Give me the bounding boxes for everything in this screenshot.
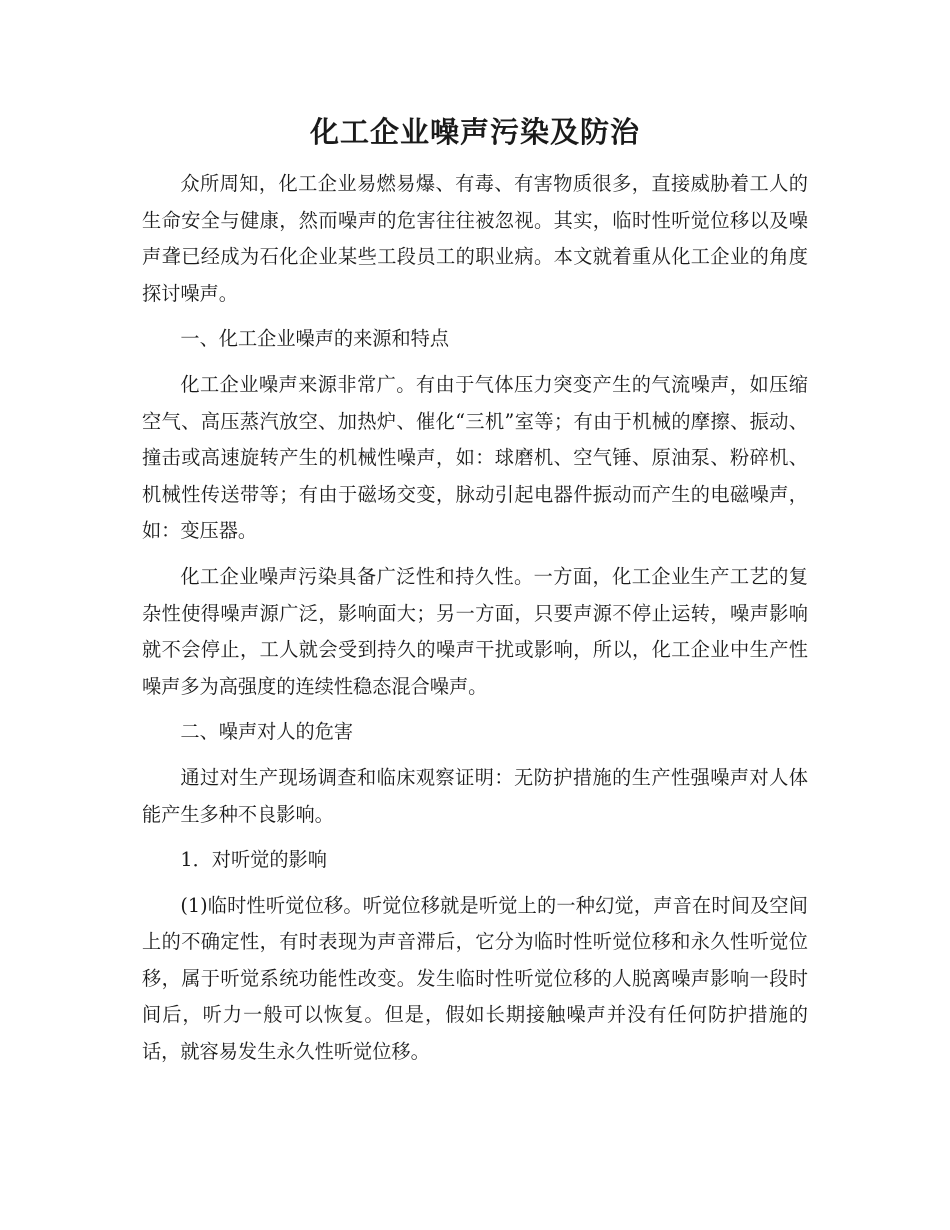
document-body	[142, 166, 808, 1071]
section-heading-hazards: 二、噪声对人的危害	[180, 720, 354, 744]
section-heading-sources: 一、化工企业噪声的来源和特点	[180, 327, 450, 351]
subsection-heading-hearing: 1．对听觉的影响	[180, 848, 327, 872]
paragraph-characteristics: 化工企业噪声污染具备广泛性和持久性。一方面，化工企业生产工艺的复杂性使得噪声源广泛，影响面大；另一方面，只要声源不停止运转，噪声影响就不会停止，工人就会受到持久的噪声干扰或影响，所以，化工企业中生产性噪声多为高强度的连续性稳态混合噪声。	[142, 564, 808, 698]
paragraph-intro: 众所周知，化工企业易燃易爆、有毒、有害物质很多，直接威胁着工人的生命安全与健康，然而噪声的危害往往被忽视。其实，临时性听觉位移以及噪声聋已经成为石化企业某些工段员工的职业病。本文就着重从化工企业的角度探讨噪声。	[142, 172, 808, 305]
paragraph-sources: 化工企业噪声来源非常广。有由于气体压力突变产生的气流噪声，如压缩空气、高压蒸汽放空、加热炉、催化“三机”室等；有由于机械的摩擦、振动、撞击或高速旋转产生的机械性噪声，如：球磨机、空气锤、原油泵、粉碎机、机械性传送带等；有由于磁场交变，脉动引起电器件振动而产生的电磁噪声，如：变压器。	[142, 372, 808, 543]
paragraph-hazards-intro: 通过对生产现场调查和临床观察证明：无防护措施的生产性强噪声对人体能产生多种不良影响。	[142, 765, 808, 826]
document-title: 化工企业噪声污染及防治	[309, 115, 640, 149]
paragraph-hearing-shift: (1)临时性听觉位移。听觉位移就是听觉上的一种幻觉，声音在时间及空间上的不确定性，有时表现为声音滞后，它分为临时性听觉位移和永久性听觉位移，属于听觉系统功能性改变。发生临时性听觉位移的人脱离噪声影响一段时间后，听力一般可以恢复。但是，假如长期接触噪声并没有任何防护措施的话，就容易发生永久性听觉位移。	[142, 893, 808, 1064]
